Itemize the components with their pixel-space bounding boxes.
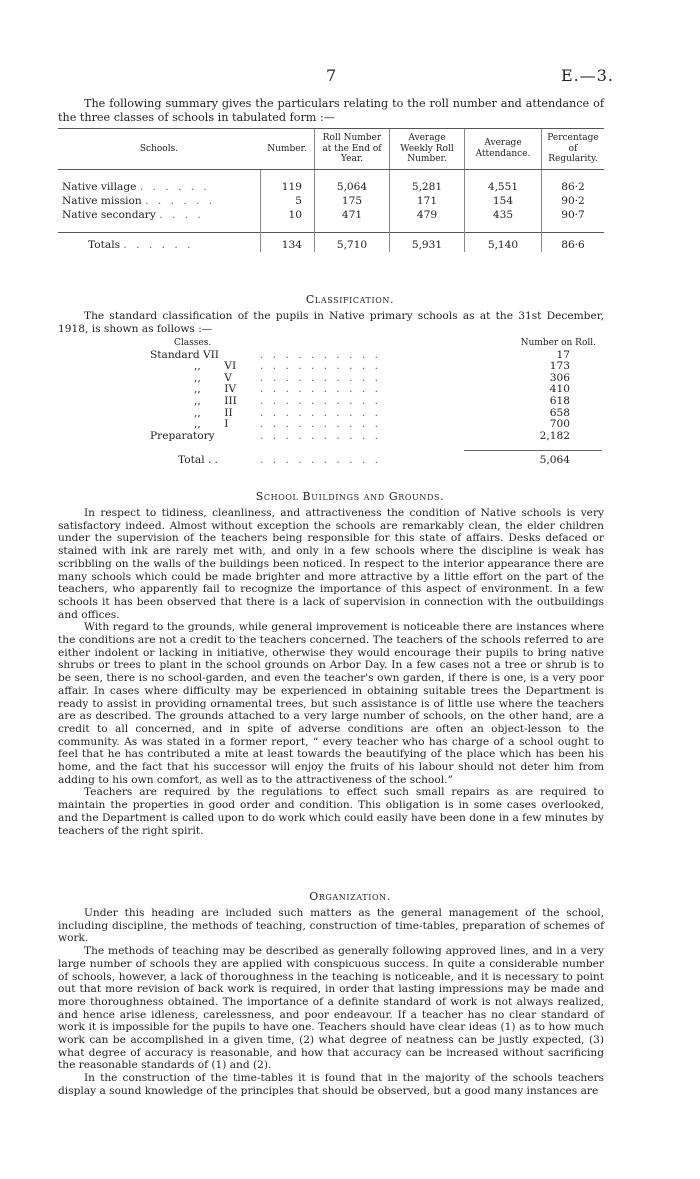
leader-dots: . . . . . . . . . . bbox=[260, 418, 381, 431]
regularity-cell: 86·2 bbox=[542, 180, 605, 194]
paragraph: In the construction of the time-tables it is found that in the majority of the schools teachers display a sound knowledge of the principles that should be observed, but a good many instances are bbox=[58, 1072, 604, 1097]
leader-dots: . . . . . . . . . . bbox=[260, 360, 381, 373]
organization-heading: Organization. bbox=[309, 890, 391, 903]
school-name: Native mission bbox=[62, 194, 142, 207]
total-label: Total . . bbox=[178, 453, 219, 466]
paragraph: The methods of teaching may be described as generally following approved lines, and in a very large number of schools they are applied with conspicuous success. In quite a considerable number of schools, however, a lack of thoroughness in the teaching is noticeable, and it is necessary to point out that more revision of back work is required, in order that lasting impressions may be made and more thoroughness obtained. The importance of a definite standard of work is not always realized, and hence arise idleness, carelessness, and poor endeavour. If a teacher has no clear standard of work it is impossible for the pupils to have one. Teachers should have clear ideas (1) as to how much work can be accomplished in a given time, (2) what degree of neatness can be justly expected, (3) what degree of accuracy is reasonable, and how that accuracy can be increased without sacrificing the reasonable standards of (1) and (2). bbox=[58, 945, 604, 1072]
classification-heading: Classification. bbox=[305, 293, 395, 306]
total-number: 134 bbox=[260, 232, 315, 252]
class-label: ,, IV bbox=[194, 383, 237, 396]
class-label: ,, V bbox=[194, 371, 232, 384]
class-label: ,, III bbox=[194, 394, 237, 407]
paragraph: Under this heading are included such matters as the general management of the school, including discipline, the methods of teaching, construction of time-tables, preparation of schemes of work. bbox=[58, 907, 604, 945]
col-attendance: Average Attendance. bbox=[465, 129, 542, 170]
class-label: Standard VII bbox=[150, 348, 219, 361]
paragraph: Teachers are required by the regulations to effect such small repairs as are required to maintain the properties in good order and condition. This obligation is in some cases overlooked, and the Department is called upon to do work which could easily have been done in a few minutes by teachers of the right spirit. bbox=[58, 786, 604, 837]
leader-dots: . . . . . . bbox=[123, 238, 194, 251]
table-row bbox=[58, 194, 604, 208]
school-name: Native village bbox=[62, 180, 137, 193]
leader-dots: . . . . . . . . . . bbox=[260, 406, 381, 419]
list-item bbox=[150, 419, 602, 431]
col-regularity: Percentage of Regularity. bbox=[542, 129, 605, 170]
col-classes: Classes. bbox=[174, 338, 212, 348]
classification-table bbox=[150, 338, 602, 466]
regularity-cell: 90·7 bbox=[542, 208, 605, 222]
total-count: 5,064 bbox=[539, 453, 570, 466]
document-reference: E.—3. bbox=[560, 66, 614, 85]
classification-header-row bbox=[150, 338, 602, 350]
organization-section bbox=[58, 907, 604, 1098]
total-regularity: 86·6 bbox=[542, 232, 605, 252]
col-weekly: Average Weekly Roll Number. bbox=[390, 129, 465, 170]
paragraph: In respect to tidiness, cleanliness, and attractiveness the condition of Native schools is very satisfactory indeed. Almost without exception the schools are remarkably clean, the elder children under the supervision of the teachers being responsible for this state of affairs. Desks defaced or stained with ink are rarely met with, and only in a few schools where the discipline is weak has scribbling on the walls of the buildings been noticed. In respect to the interior appearance there are many schools which could be made brighter and more attractive by a little effort on the part of the teachers, who apparently fail to recognize the importance of this aspect of environment. In a few schools it has been observed that there is a lack of supervision in connection with the outbuildings and offices. bbox=[58, 507, 604, 621]
total-weekly: 5,931 bbox=[390, 232, 465, 252]
paragraph: With regard to the grounds, while general improvement is noticeable there are instances where the conditions are not a credit to the teachers concerned. The teachers of the schools referred to are either indolent or lacking in initiative, otherwise they would encourage their pupils to bring native shrubs or trees to plant in the school grounds on Arbor Day. In a few cases not a tree or shrub is to be seen, there is no school-garden, and even the teacher's own garden, if there is one, is a very poor affair. In cases where difficulty may be experienced in obtaining suitable trees the Department is ready to assist in providing ornamental trees, but such assistance is of little use where the teachers are as described. The grounds attached to a very large number of schools, on the other hand, are a credit to all concerned, and in spite of adverse conditions are often an object-lesson to the community. As was stated in a former report, “ every teacher who has charge of a school ought to feel that he has contributed a mite at least towards the beautifying of the place which has been his home, and the fact that his successor will enjoy the fruits of his labour should not deter him from adding to his own comfort, as well as to the attractiveness of the school.” bbox=[58, 621, 604, 786]
class-count: 618 bbox=[549, 394, 570, 407]
weekly-cell: 171 bbox=[390, 194, 465, 208]
buildings-section bbox=[58, 507, 604, 837]
attendance-cell: 154 bbox=[465, 194, 542, 208]
classification-intro: The standard classification of the pupils in Native primary schools as at the 31st December, 1918, is shown as follows :— bbox=[58, 310, 604, 335]
leader-dots: . . . . . . . . . . bbox=[260, 383, 381, 396]
regularity-cell: 90·2 bbox=[542, 194, 605, 208]
leader-dots: . . . . . . . . . . bbox=[260, 371, 381, 384]
col-roll: Roll Number at the End of Year. bbox=[315, 129, 390, 170]
number-cell: 10 bbox=[260, 208, 315, 222]
class-count: 173 bbox=[549, 360, 570, 373]
class-count: 17 bbox=[556, 348, 570, 361]
class-count: 658 bbox=[549, 406, 570, 419]
page-number: 7 bbox=[326, 66, 337, 85]
leader-dots: . . . . . . bbox=[145, 194, 216, 207]
class-count: 306 bbox=[549, 371, 570, 384]
col-number-on-roll: Number on Roll. bbox=[520, 338, 596, 348]
col-schools: Schools. bbox=[58, 129, 260, 170]
leader-dots: . . . . bbox=[159, 208, 204, 221]
roll-cell: 471 bbox=[315, 208, 390, 222]
leader-dots: . . . . . . . . . . bbox=[260, 429, 381, 442]
roll-cell: 5,064 bbox=[315, 180, 390, 194]
table-row bbox=[58, 180, 604, 194]
class-count: 2,182 bbox=[539, 429, 570, 442]
totals-row bbox=[58, 232, 604, 252]
list-item bbox=[150, 431, 602, 443]
number-cell: 5 bbox=[260, 194, 315, 208]
leader-dots: . . . . . . . . . . bbox=[260, 453, 381, 466]
buildings-heading: School Buildings and Grounds. bbox=[255, 490, 445, 503]
summary-intro: The following summary gives the particulars relating to the roll number and attendance of the three classes of schools in tabulated form :— bbox=[58, 97, 604, 124]
summary-table bbox=[58, 128, 604, 252]
leader-dots: . . . . . . . . . . bbox=[260, 394, 381, 407]
class-label: ,, VI bbox=[194, 360, 237, 373]
leader-dots: . . . . . . . . . . bbox=[260, 348, 381, 361]
classification-total-row bbox=[150, 450, 602, 466]
class-label: Preparatory bbox=[150, 429, 215, 442]
class-label: ,, II bbox=[194, 406, 233, 419]
attendance-cell: 435 bbox=[465, 208, 542, 222]
weekly-cell: 479 bbox=[390, 208, 465, 222]
total-roll: 5,710 bbox=[315, 232, 390, 252]
roll-cell: 175 bbox=[315, 194, 390, 208]
totals-label: Totals bbox=[88, 238, 121, 251]
col-number: Number. bbox=[260, 129, 315, 170]
summary-header-row bbox=[58, 129, 604, 170]
school-name: Native secondary bbox=[62, 208, 156, 221]
total-attendance: 5,140 bbox=[465, 232, 542, 252]
class-count: 700 bbox=[549, 418, 570, 431]
class-count: 410 bbox=[549, 383, 570, 396]
weekly-cell: 5,281 bbox=[390, 180, 465, 194]
number-cell: 119 bbox=[260, 180, 315, 194]
list-item bbox=[150, 396, 602, 408]
class-label: ,, I bbox=[194, 418, 229, 431]
table-row bbox=[58, 208, 604, 222]
attendance-cell: 4,551 bbox=[465, 180, 542, 194]
leader-dots: . . . . . . bbox=[139, 180, 210, 193]
